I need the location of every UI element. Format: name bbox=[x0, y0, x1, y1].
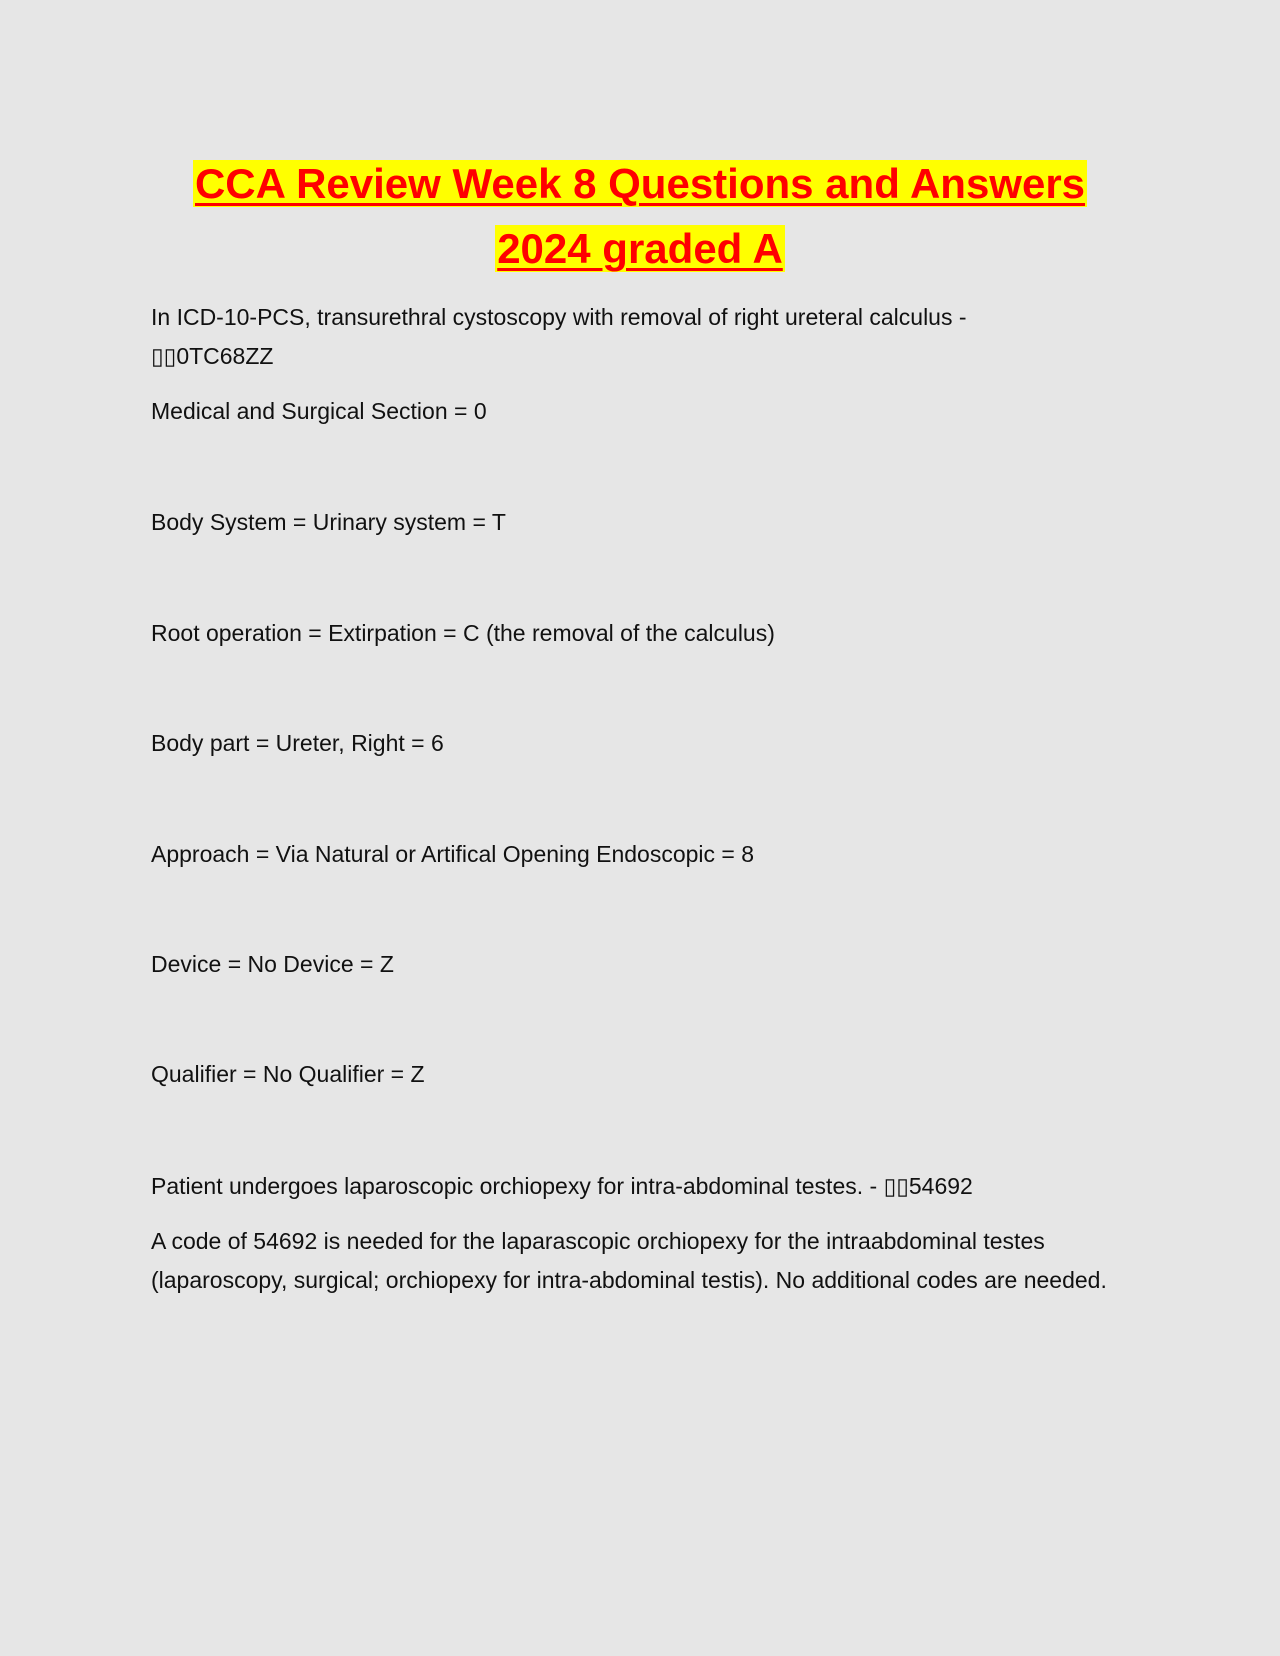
answer-line: Medical and Surgical Section = 0 bbox=[151, 398, 487, 424]
question-2-explanation: A code of 54692 is needed for the laparascopic orchiopexy for the intraabdominal testes (laparoscopy, surgical; orchiopexy for intra-abdominal testis). No additional codes are needed. bbox=[151, 1228, 1107, 1293]
question-1-answer: ▯▯0TC68ZZ bbox=[151, 343, 274, 369]
question-2: Patient undergoes laparoscopic orchiopexy for intra-abdominal testes. - ▯▯54692 bbox=[151, 1173, 973, 1199]
title-text-1: CCA Review Week 8 Questions and Answers bbox=[194, 160, 1086, 207]
answer-line: Device = No Device = Z bbox=[151, 951, 394, 977]
answer-line: Body System = Urinary system = T bbox=[151, 509, 506, 535]
answer-line: Body part = Ureter, Right = 6 bbox=[151, 730, 444, 756]
title-text-2: 2024 graded A bbox=[497, 225, 783, 272]
question-1-text: In ICD-10-PCS, transurethral cystoscopy with removal of right ureteral calculus - bbox=[151, 304, 967, 330]
answer-line: Approach = Via Natural or Artifical Opening Endoscopic = 8 bbox=[151, 841, 755, 867]
answer-line: Root operation = Extirpation = C (the removal of the calculus) bbox=[151, 620, 775, 646]
document-title-line-2 bbox=[0, 217, 1280, 281]
answer-line: Qualifier = No Qualifier = Z bbox=[151, 1061, 425, 1087]
document-title-line-1 bbox=[0, 152, 1280, 216]
question-1 bbox=[151, 298, 1131, 376]
